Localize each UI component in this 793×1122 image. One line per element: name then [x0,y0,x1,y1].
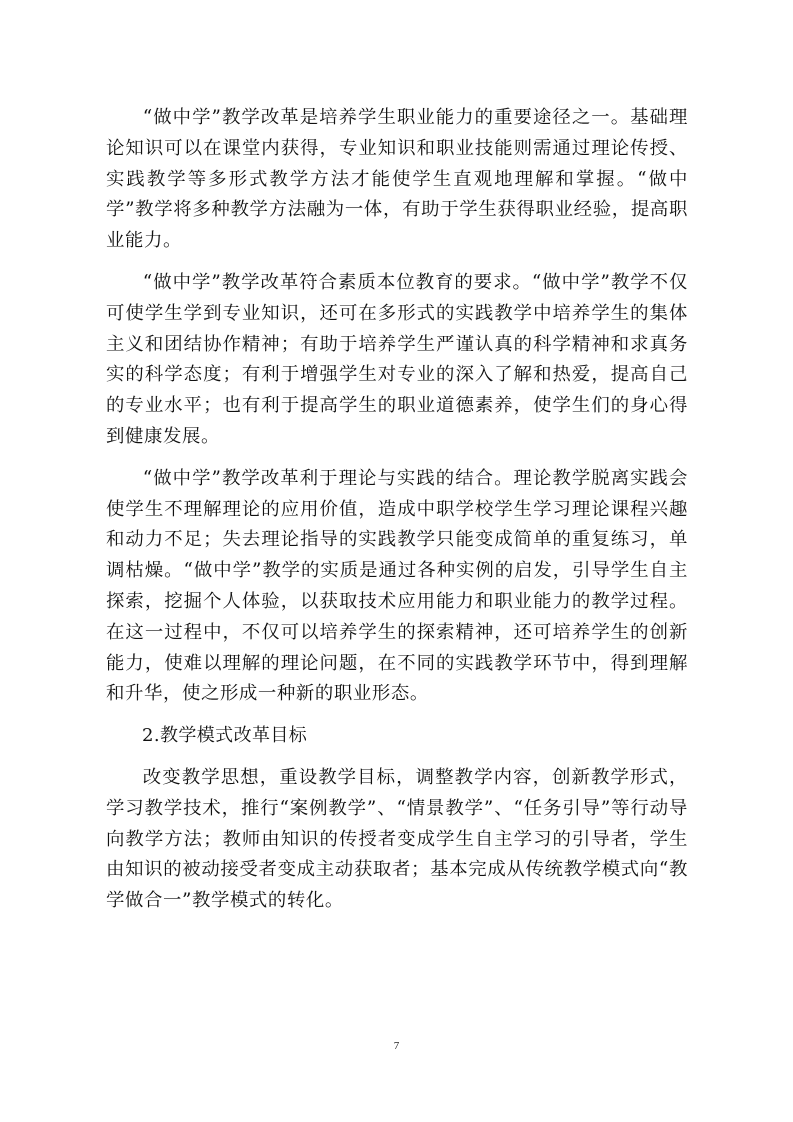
paragraph-1: “做中学”教学改革是培养学生职业能力的重要途径之一。基础理论知识可以在课堂内获得，专业知识和职业技能则需通过理论传授、实践教学等多形式教学方法才能使学生直观地理解和掌握。“做中学”教学将多种教学方法融为一体，有助于学生获得职业经验，提高职业能力。 [106,107,688,252]
paragraph-3: “做中学”教学改革利于理论与实践的结合。理论教学脱离实践会使学生不理解理论的应用价值，造成中职学校学生学习理论课程兴趣和动力不足；失去理论指导的实践教学只能变成简单的重复练习，单调枯燥。“做中学”教学的实质是通过各种实例的启发，引导学生自主探索，挖掘个人体验，以获取技术应用能力和职业能力的教学过程。在这一过程中，不仅可以培养学生的探索精神，还可培养学生的创新能力，使难以理解的理论问题，在不同的实践教学环节中，得到理解和升华，使之形成一种新的职业形态。 [106,467,688,705]
section-paragraph: 改变教学思想，重设教学目标，调整教学内容，创新教学形式，学习教学技术，推行“案例教学”、“情景教学”、“任务引导”等行动导向教学方法；教师由知识的传授者变成学生自主学习的引导者，学生由知识的被动接受者变成主动获取者；基本完成从传统教学模式向“教学做合一”教学模式的转化。 [106,766,688,912]
page-number: 7 [393,1040,400,1052]
section-heading: 2.教学模式改革目标 [142,725,308,747]
page-content [106,103,688,928]
paragraph-2: “做中学”教学改革符合素质本位教育的要求。“做中学”教学不仅可使学生学到专业知识，还可在多形式的实践教学中培养学生的集体主义和团结协作精神；有助于培养学生严谨认真的科学精神和求真务实的科学态度；有利于增强学生对专业的深入了解和热爱，提高自己的专业水平；也有利于提高学生的职业道德素养，使学生们的身心得到健康发展。 [106,271,688,447]
